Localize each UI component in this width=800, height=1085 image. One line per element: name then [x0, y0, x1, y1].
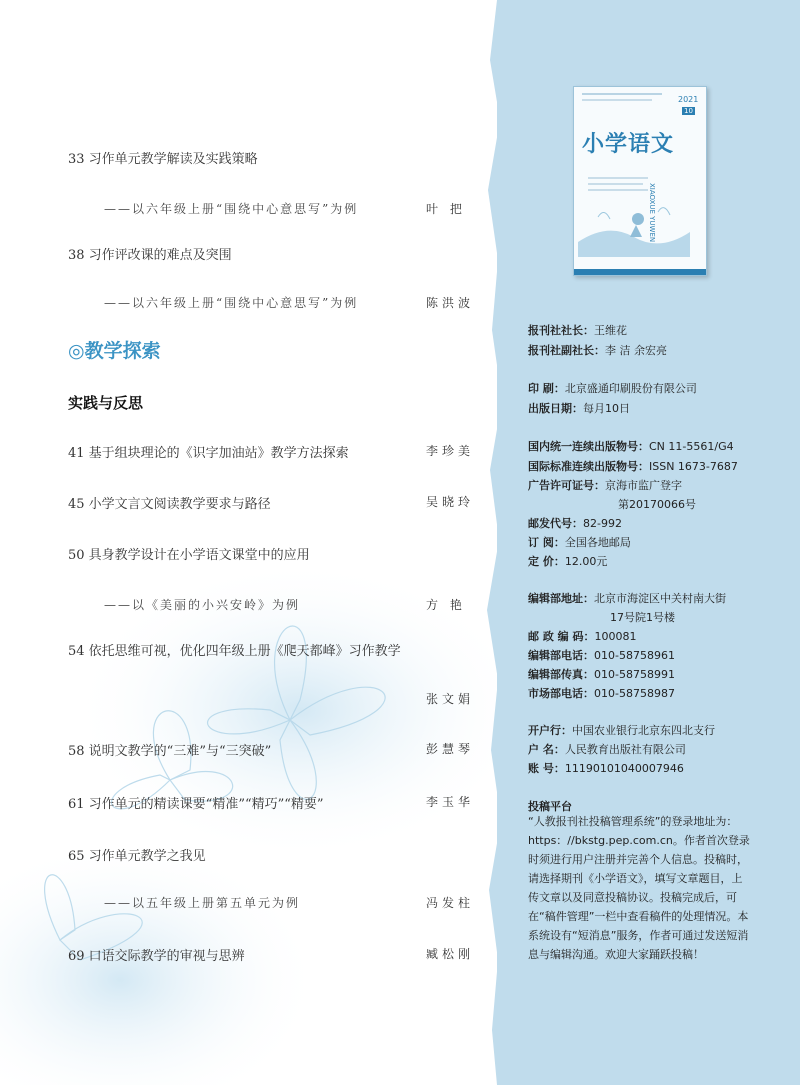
toc-item-38-author: 陈洪波 — [426, 296, 475, 310]
info-ad-license-2: 第20170066号 — [618, 498, 696, 511]
toc-item-38-title: 38 习作评改课的难点及突围 — [68, 248, 232, 263]
toc-item-50-subtitle: ——以《美丽的小兴安岭》为例 — [104, 598, 301, 612]
toc-item-58-author: 彭慧琴 — [426, 742, 475, 756]
cover-issue: 10 — [684, 107, 693, 115]
info-price: 定 价：12.00元 — [528, 555, 608, 568]
toc-item-58-title: 58 说明文教学的“三难”与“三突破” — [68, 744, 272, 759]
info-printer: 印 刷：北京盛通印刷股份有限公司 — [528, 382, 697, 395]
info-market-phone: 市场部电话：010-58758987 — [528, 687, 675, 700]
section-heading: ◎教学探索 — [68, 340, 161, 362]
info-address: 编辑部地址：北京市海淀区中关村南大街 — [528, 592, 726, 605]
toc-item-41-author: 李珍美 — [426, 444, 475, 458]
toc-item-33-subtitle: ——以六年级上册“围绕中心意思写”为例 — [104, 202, 359, 216]
toc-item-45-title: 45 小学文言文阅读教学要求与路径 — [68, 497, 271, 512]
info-president: 报刊社社长：王维花 — [528, 324, 627, 337]
info-editorial-fax: 编辑部传真：010-58758991 — [528, 668, 675, 681]
info-account-name: 户 名：人民教育出版社有限公司 — [528, 743, 686, 756]
cover-illustration — [578, 197, 690, 257]
info-bank: 开户行：中国农业银行北京东四北支行 — [528, 724, 715, 737]
info-address-2: 17号院1号楼 — [610, 611, 675, 624]
info-publish-date: 出版日期：每月10日 — [528, 402, 630, 415]
toc-item-50-title: 50 具身教学设计在小学语文课堂中的应用 — [68, 548, 310, 563]
toc-item-33-author: 叶 把 — [426, 202, 466, 216]
toc-item-41-title: 41 基于组块理论的《识字加油站》教学方法探索 — [68, 446, 349, 461]
magazine-cover — [573, 86, 707, 276]
toc-item-33-title: 33 习作单元教学解读及实践策略 — [68, 152, 258, 167]
info-editorial-phone: 编辑部电话：010-58758961 — [528, 649, 675, 662]
cover-year: 2021 — [678, 95, 699, 104]
cover-title: 小学语文 — [582, 131, 675, 157]
platform-title: 投稿平台 — [528, 800, 572, 813]
platform-text: “人教报刊社投稿管理系统”的登录地址为：https：//bkstg.pep.com.cn。作者首次登录时须进行用户注册并完善个人信息。投稿时，请选择期刊《小学语文》，填写文章题目，上传文章以及同意投稿协议。投稿完成后，可在“稿件管理”一栏中查看稿件的处理情况。本系统设有“短消息”服务，作者可通过发送短消息与编辑沟通。欢迎大家踊跃投稿！ — [528, 815, 750, 961]
toc-item-54-title: 54 依托思维可视，优化四年级上册《爬天都峰》习作教学 — [68, 644, 401, 659]
info-postal-code: 邮发代号：82-992 — [528, 517, 622, 530]
toc-item-54-author: 张文娟 — [426, 692, 475, 706]
toc-item-38-subtitle: ——以六年级上册“围绕中心意思写”为例 — [104, 296, 359, 310]
info-issn: 国际标准连续出版物号：ISSN 1673-7687 — [528, 460, 738, 473]
toc-item-45-author: 吴晓玲 — [426, 495, 475, 509]
toc-item-65-subtitle: ——以五年级上册第五单元为例 — [104, 896, 301, 910]
toc-item-69-author: 臧松刚 — [426, 947, 475, 961]
toc-item-65-title: 65 习作单元教学之我见 — [68, 849, 206, 864]
info-account-number: 账 号：11190101040007946 — [528, 762, 684, 775]
flower-background — [0, 560, 520, 1085]
subsection-heading: 实践与反思 — [68, 394, 144, 412]
info-vice-president: 报刊社副社长：李 洁 余宏亮 — [528, 344, 667, 357]
toc-item-65-author: 冯发柱 — [426, 896, 475, 910]
torn-edge — [478, 0, 508, 1085]
toc-item-61-title: 61 习作单元的精读课要“精准”“精巧”“精要” — [68, 797, 324, 812]
info-cn: 国内统一连续出版物号：CN 11-5561/G4 — [528, 440, 734, 453]
toc-item-50-author: 方 艳 — [426, 598, 466, 612]
info-subscription: 订 阅：全国各地邮局 — [528, 536, 631, 549]
cover-side-text: XIAOXUE YUWEN — [648, 183, 656, 243]
info-ad-license: 广告许可证号：京海市监广登字 — [528, 479, 682, 492]
toc-item-61-author: 李玉华 — [426, 795, 475, 809]
info-zip: 邮 政 编 码：100081 — [528, 630, 637, 643]
toc-item-69-title: 69 口语交际教学的审视与思辨 — [68, 949, 245, 964]
